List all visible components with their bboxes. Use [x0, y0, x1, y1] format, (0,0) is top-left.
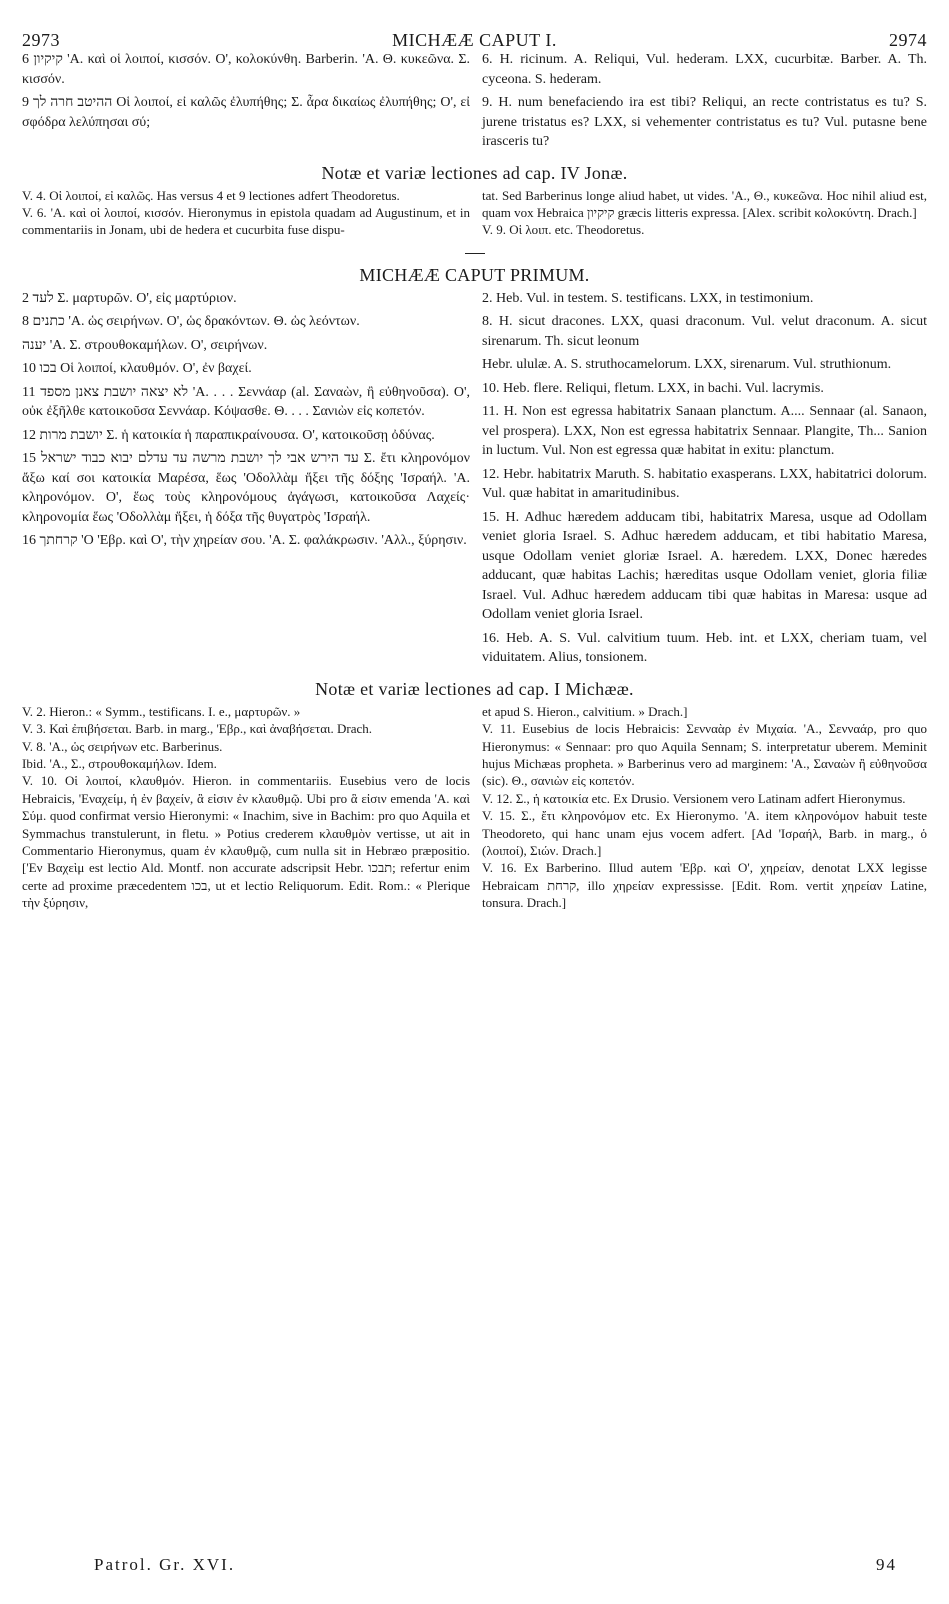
note-paragraph: V. 4. Οἱ λοιποί, εἰ καλῶς. Has versus 4 et 9 lectiones adfert Theodoretus.	[22, 187, 400, 203]
signature-mark: Patrol. Gr. XVI.	[94, 1555, 236, 1574]
greek-entry: בכו 10 Οἱ λοιποί, κλαυθμόν. Ο', ἐν βαχεί.	[22, 361, 252, 377]
notes-column-left	[22, 703, 470, 912]
note-paragraph: tat. Sed Barberinus longe aliud habet, ut vides. 'Α., Θ., κυκεῶνα. Hoc nihil aliud est, quam vox Hebraica קיקיון græcis litteris expressa. [Alex. scribit κολοκύντη. Drach.]	[482, 187, 927, 220]
greek-entry: כתנים 8 'Α. ὡς σειρήνων. Ο', ὡς δρακόντων. Θ. ὡς λεόντων.	[22, 314, 360, 330]
note-paragraph: et apud S. Hieron., calvitium. » Drach.]	[482, 703, 688, 719]
greek-column	[22, 50, 470, 156]
greek-entry: 9 ההיטב חרה לך Οἱ λοιποί, εἰ καλῶς ἐλυπήθης; Σ. ἆρα δικαίως ἐλυπήθης; Ο', εἰ σφόδρα λελύπησαι σύ;	[22, 95, 471, 130]
section-heading-jonah-notes: Notæ et variæ lectiones ad cap. IV Jonæ.	[321, 162, 628, 183]
jonah-notes	[22, 187, 927, 239]
sheet-number: 94	[876, 1555, 897, 1574]
latin-entry: 9. H. num benefaciendo ira est tibi? Reliqui, an recte contristatus es tu? S. jurene tristatus es? LXX, si vehementer contristatus es tu? Vul. putasne bene irasceris tu?	[482, 95, 927, 149]
running-header	[22, 20, 927, 50]
note-paragraph: V. 16. Ex Barberino. Illud autem 'Εβρ. καὶ Ο', χηρείαν, denotat LXX legisse Hebraicam קרחת, illo χηρείαν expressisse. [Edit. Rom. vertit χηρείαν Latine, tonsura. Drach.]	[482, 860, 927, 911]
section-heading-michah-notes: Notæ et variæ lectiones ad cap. I Michææ.	[315, 678, 634, 699]
michah-chapter-one	[22, 289, 927, 672]
note-paragraph: V. 3. Καὶ ἐπιβήσεται. Barb. in marg., 'Εβρ., καὶ ἀναβήσεται. Drach.	[22, 721, 373, 737]
greek-entry: קיקיון 6 'Α. καὶ οἱ λοιποί, κισσόν. Ο', κολοκύνθη. Barberin. 'Α. Θ. κυκεῶνα. Σ. κισσόν.	[22, 52, 470, 87]
note-paragraph: V. 9. Οἱ λοιπ. etc. Theodoretus.	[482, 222, 645, 238]
greek-entry: קרחתך 16 'Ο 'Εβρ. καὶ Ο', τὴν χηρείαν σου. 'Α. Σ. φαλάκρωσιν. 'Αλλ., ξύρησιν.	[22, 533, 467, 549]
note-paragraph: Ibid. 'Α., Σ., στρουθοκαμήλων. Idem.	[22, 755, 217, 771]
greek-column	[22, 289, 470, 672]
jonah-continuation	[22, 50, 927, 156]
michah-notes	[22, 703, 927, 912]
note-paragraph: V. 6. 'Α. καὶ οἱ λοιποί, κισσόν. Hieronymus in epistola quadam ad Augustinum, et in commentariis in Jonam, ubi de hedera et cucurbita fuse dispu-	[22, 204, 470, 238]
latin-entry: 8. H. sicut dracones. LXX, quasi draconum. Vul. velut draconum. A. sicut sirenarum. Th. sicut leonum	[482, 314, 927, 349]
page-footer	[22, 1555, 927, 1579]
page	[22, 20, 927, 1584]
latin-entry: 11. H. Non est egressa habitatrix Sanaan planctum. A.... Sennaar (al. Sanaon, vel prospera). LXX, Non est egressa habitatrix Sennaar. Plangite, Th... Sanion in luctum. Vul. Non est egressa quæ habitat in exitu: planctum.	[482, 404, 927, 459]
greek-entry: יענה 'Α. Σ. στρουθοκαμήλων. Ο', σειρήνων.	[22, 337, 268, 353]
notes-column-left	[22, 187, 470, 239]
latin-entry: 12. Hebr. habitatrix Maruth. S. habitatio exasperans. LXX, habitatrici dolorum. Vul. quæ habitat in amaritudinibus.	[482, 466, 927, 502]
latin-entry: 15. H. Adhuc hæredem adducam tibi, habitatrix Maresa, usque ad Odollam veniet gloria Israel. S. Adhuc hæredem adducam, et tibi habitatio Maresa, usque Odollam veniet gloriæ Israel. A. hæredem. LXX, Donec hæredes adducant, quæ habitas Lachis; hæreditas usque Odollam veniet, gloria filiæ Israel. Vul. Adhuc hæredem adducam tibi quæ habitas in Maresa: usque ad Odollam veniet gloria Israel.	[482, 509, 927, 623]
greek-entry: 15 עד הירש אבי לך יושבת מרשה עד עדלם יבוא כבוד ישראל Σ. ἔτι κληρονόμον ἄξω καί σοι κατοικία Μαρέσα, ἕως 'Οδολλὰμ ἥξει τῆς δόξης 'Ισραήλ. 'Α. κληρονόμον. Ο', ἕως τοὺς κληρονόμους ἀγάγωσι, κατοικοῦσα Λαχείς· κληρονομία ἕως 'Οδολλὰμ ἥξει, ἡ δόξα τῆς θυγατρὸς 'Ισραήλ.	[22, 451, 470, 525]
latin-entry: 2. Heb. Vul. in testem. S. testificans. LXX, in testimonium.	[482, 290, 814, 306]
section-divider	[465, 253, 485, 254]
latin-entry: 16. Heb. A. S. Vul. calvitium tuum. Heb. int. et LXX, cheriam tuam, vel viduitatem. Alius, tonsionem.	[482, 630, 927, 666]
latin-column	[482, 50, 927, 156]
latin-entry: 6. H. ricinum. A. Reliqui, Vul. hederam. LXX, cucurbitæ. Barber. A. Th. cyceona. S. hederam.	[482, 52, 927, 87]
greek-entry: לעד 2 Σ. μαρτυρῶν. Ο', εἰς μαρτύριον.	[22, 290, 237, 306]
note-paragraph: V. 11. Eusebius de locis Hebraicis: Σενναὰρ ἐν Μιχαία. 'Α., Σενναάρ, pro quo Hieronymus: « Sennaar: pro quo Aquila Sennam; S. interpretatur uberem. Meminit hujus Michæas propheta. » Barberinus vero ad marginem: 'Α., Σαναὼν ἢ εὐθηνοῦσα (sic). Θ., σανιὼν εἰς κοπετόν.	[482, 721, 927, 789]
running-title: MICHÆÆ CAPUT I.	[392, 30, 557, 50]
note-paragraph: V. 8. 'Α., ὡς σειρήνων etc. Barberinus.	[22, 738, 223, 754]
latin-entry: 10. Heb. flere. Reliqui, fletum. LXX, in bachi. Vul. lacrymis.	[482, 380, 824, 396]
chapter-heading: MICHÆÆ CAPUT PRIMUM.	[359, 264, 590, 285]
greek-entry: 11 לא יצאה יושבת צאנן מספד 'Α. . . . Σεννάαρ (al. Σαναὼν, ἢ εὐθηνοῦσα). Ο', οὐκ ἐξῆλθε κατοικοῦσα Σεννάαρ. Κόψασθε. Θ. . . . Σανιὼν εἰς κοπετόν.	[22, 384, 470, 420]
column-number-right: 2974	[889, 30, 927, 50]
latin-entry: Hebr. ululæ. A. S. struthocamelorum. LXX, sirenarum. Vul. struthionum.	[482, 357, 892, 373]
note-paragraph: V. 15. Σ., ἔτι κληρονόμον etc. Ex Hieronymo. 'Α. item κληρονόμον habuit teste Theodoreto, qui hanc unam ejus vocem adfert. [Ad 'Ισραήλ, Barb. in marg., ὁ (λοιποί), Σιών. Drach.]	[482, 808, 927, 858]
column-number-left: 2973	[22, 30, 60, 50]
latin-column	[482, 289, 927, 672]
notes-column-right	[482, 703, 927, 912]
greek-entry: 12 יושבת מרות Σ. ἡ κατοικία ἡ παραπικραίνουσα. Ο', κατοικοῦσῃ ὀδύνας.	[22, 427, 435, 443]
note-paragraph: V. 10. Οἱ λοιποί, κλαυθμόν. Hieron. in commentariis. Eusebius vero de locis Hebraicis, 'Εναχείμ, ἡ ἐν βαχείν, ἃ εἰσιν ἐν κλαυθμῷ. Ubi pro ἃ εἰσιν emenda 'Α. καὶ Σύμ. quod confirmat versio Hieronymi: « Inachim, sive in Bachim: pro quo Aquila et Symmachus transtulerunt, in fletu. » Potius crederem κλαυθμὸν vertisse, ut ait in Commentario Hieronymus, quam ἐν κλαυθμῷ, cum nulla sit in Hebræo præpositio. ['Εν Βαχεὶμ est lectio Ald. Montf. non accurate adscripsit Hebr. תבכו; refertur enim certe ad proxime præcedentem בכו, ut et lectio Reliquorum. Edit. Rom.: « Plerique τὴν ξύρησιν,	[22, 773, 471, 911]
note-paragraph: V. 12. Σ., ἡ κατοικία etc. Ex Drusio. Versionem vero Latinam adfert Hieronymus.	[482, 790, 906, 806]
notes-column-right	[482, 187, 927, 239]
note-paragraph: V. 2. Hieron.: « Symm., testificans. I. e., μαρτυρῶν. »	[22, 703, 301, 719]
